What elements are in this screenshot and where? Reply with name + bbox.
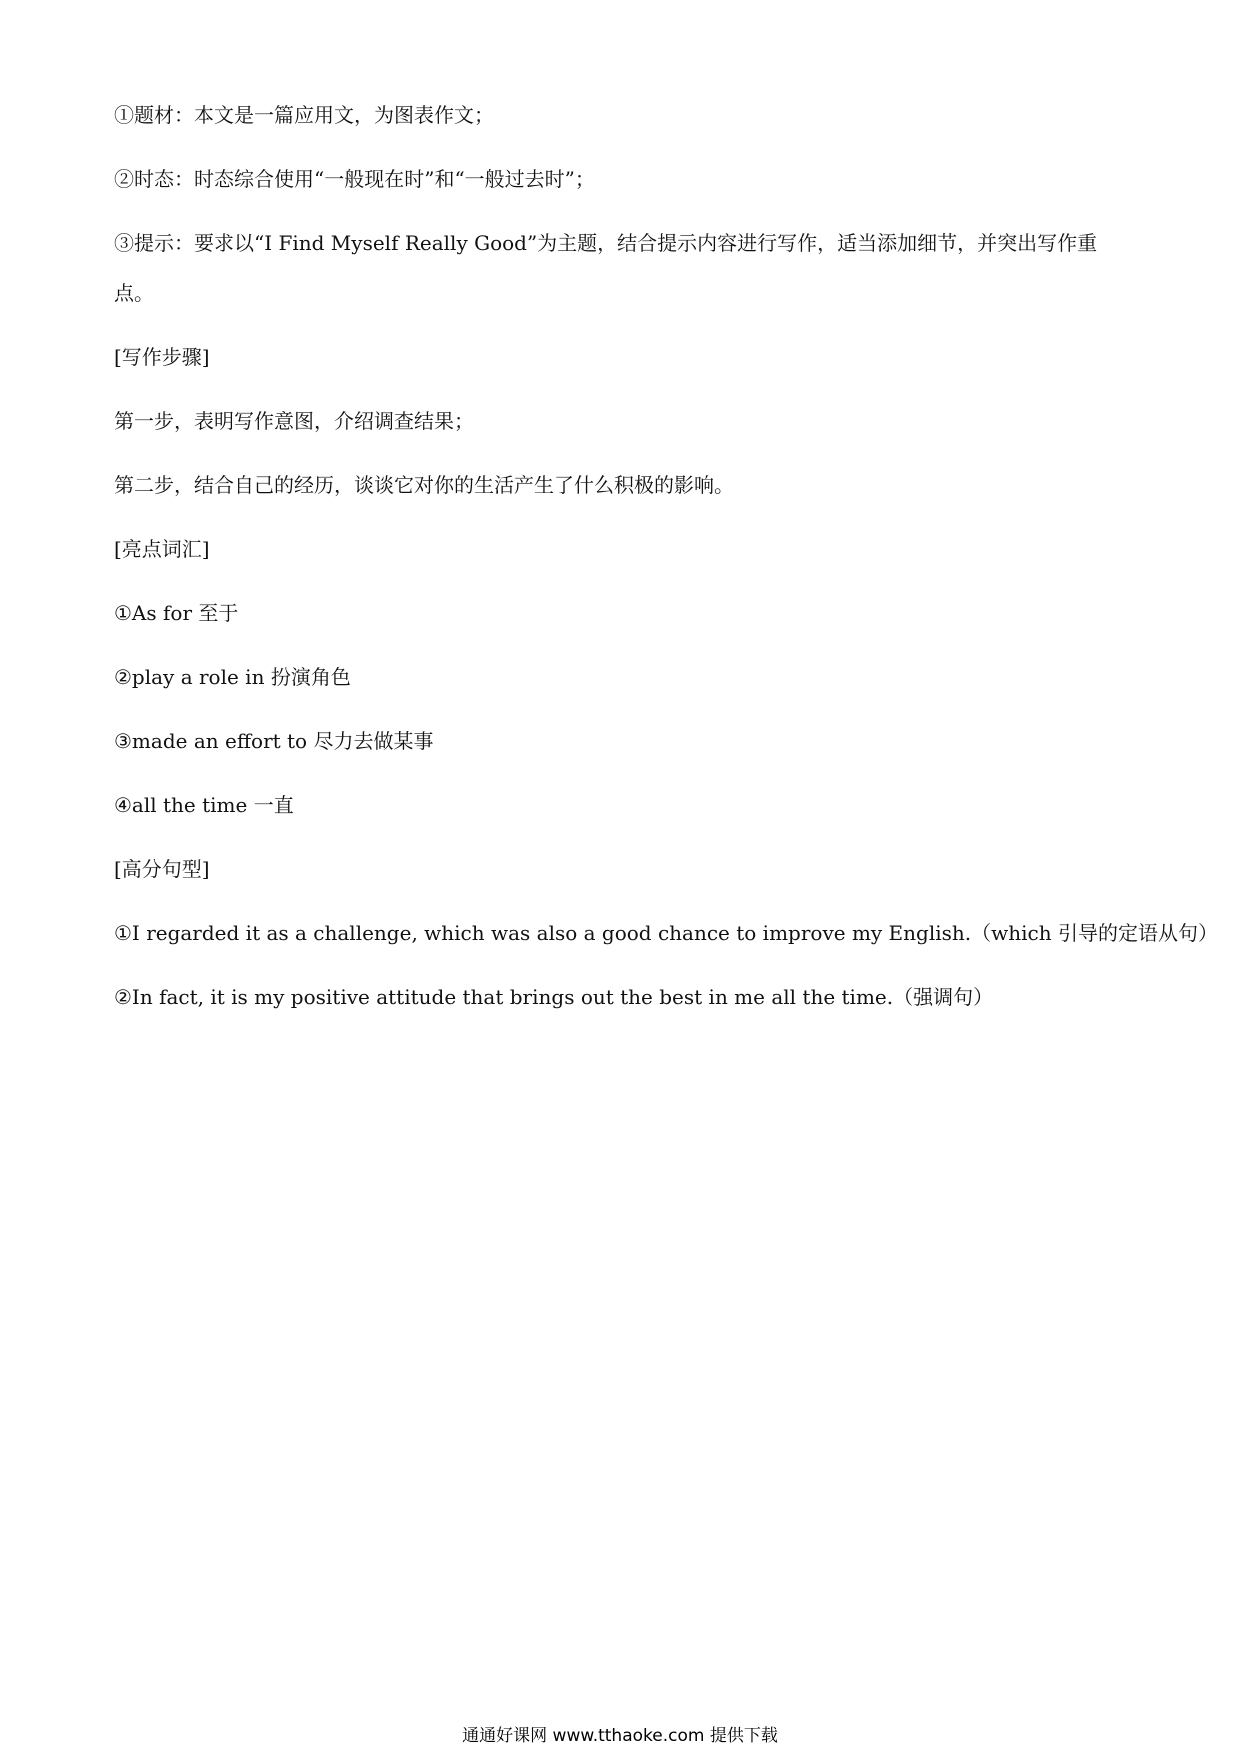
point-tense: ②时态：时态综合使用“一般现在时”和“一般过去时”；: [114, 167, 595, 191]
step-two: 第二步，结合自己的经历，谈谈它对你的生活产生了什么积极的影响。: [114, 473, 734, 497]
page-footer: 通通好课网 www.tthaoke.com 提供下载: [462, 1726, 778, 1746]
sentence-item-2: ②In fact, it is my positive attitude that brings out the best in me all the time.（强调句）: [114, 985, 994, 1009]
vocab-item-4: ④all the time 一直: [114, 793, 294, 817]
document-body: [114, 100, 1218, 1046]
sentence-item-1: ①I regarded it as a challenge, which was also a good chance to improve my English.（which 引导的定语从句）: [114, 921, 1218, 945]
vocab-item-1: ①As for 至于: [114, 601, 239, 625]
vocab-item-2: ②play a role in 扮演角色: [114, 665, 351, 689]
point-hint: ③提示：要求以“I Find Myself Really Good”为主题，结合提示内容进行写作，适当添加细节，并突出写作重点。: [114, 231, 1098, 305]
point-topic: ①题材：本文是一篇应用文，为图表作文；: [114, 103, 494, 127]
section-heading-writing-steps: [写作步骤]: [114, 345, 210, 369]
step-one: 第一步，表明写作意图，介绍调查结果；: [114, 409, 474, 433]
section-heading-sentences: [高分句型]: [114, 857, 210, 881]
vocab-item-3: ③made an effort to 尽力去做某事: [114, 729, 434, 753]
section-heading-vocabulary: [亮点词汇]: [114, 537, 210, 561]
